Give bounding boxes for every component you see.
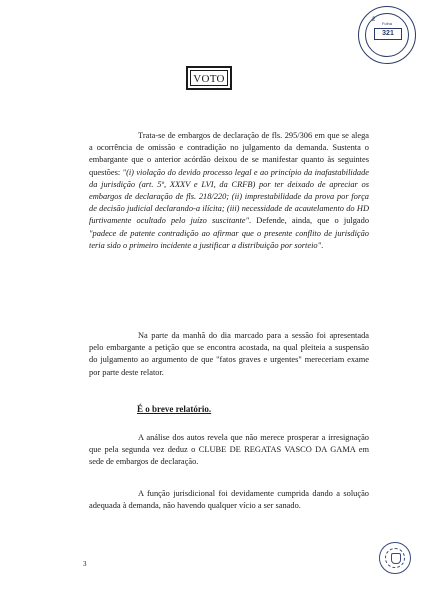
paragraph-3-text: A análise dos autos revela que não merece prosperar a irresignação que pela segunda vez deduz o CLUBE DE REGATAS VASCO DA GAMA em sede de embargos de declaração. — [89, 433, 369, 467]
paragraph-1-quote-2: "padece de patente contradição ao afirmar que o presente conflito de jurisdição teria sido o primeiro incidente a justificar a distribuição por sorteio" — [89, 228, 369, 250]
page-number-stamp — [358, 6, 416, 64]
paragraph-1-text-e: . — [321, 240, 324, 250]
paragraph-1-text-a: Trata-se de embargos de declaração de fls. 295/306 em que se alega a ocorrência de omissão e contradição no julgamento da demanda. Sustenta o embargante que o anterior acórdão deixou de se manifestar quanto às seguintes questões: — [89, 131, 369, 177]
stamp-folha-label: Folha — [381, 21, 392, 26]
paragraph-2 — [89, 330, 369, 379]
paragraph-2-text: Na parte da manhã do dia marcado para a sessão foi apresentada pelo embargante a petição que se encontra acostada, na qual pleiteia a suspensão do julgamento ao argumento de que "fatos graves e urgentes" mereceriam exame por parte deste relator. — [89, 331, 369, 377]
stamp-folha-number: 321 — [374, 28, 402, 40]
paragraph-4-text: A função jurisdicional foi devidamente cumprida dando a solução adequada à demanda, não havendo qualquer vício a ser sanado. — [89, 489, 369, 511]
paragraph-3 — [89, 432, 369, 469]
page-number: 3 — [83, 560, 87, 568]
paragraph-1 — [89, 130, 369, 252]
seal-shield-icon — [391, 553, 401, 564]
report-heading: É o breve relatório. — [137, 404, 212, 414]
court-seal — [379, 542, 411, 574]
paragraph-1-quote-1: "(i) violação do devido processo legal e ao princípio da inafastabilidade da jurisdição (art. 5º, XXXV e LVI, da CRFB) por ter deixado de apreciar os embargos de declaração de fls. 218/220; (ii) imprestabilidade da prova por força de decisão judicial declarando-a ilícita; (iii) necessidade de acautelamento do HD furtivamente ocultado pelo juízo suscitante" — [89, 167, 370, 226]
title-box — [186, 66, 232, 90]
document-title: VOTO — [190, 70, 228, 86]
stamp-small-mark: 2 — [372, 17, 376, 23]
paragraph-1-text-c: . Defende, ainda, que o julgado — [249, 216, 370, 226]
paragraph-4 — [89, 488, 369, 512]
